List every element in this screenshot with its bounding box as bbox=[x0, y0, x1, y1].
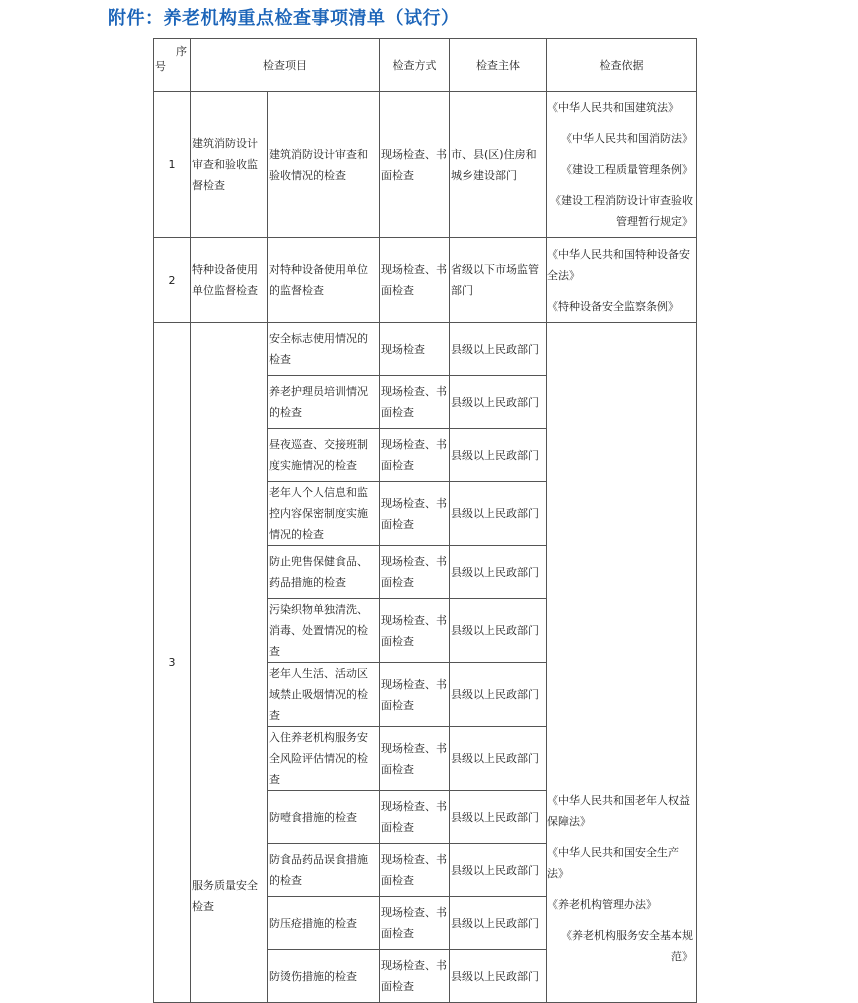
row-subitem: 入住养老机构服务安全风险评估情况的检查 bbox=[268, 727, 380, 791]
row-subitem: 安全标志使用情况的检查 bbox=[268, 323, 380, 376]
row-method: 现场检查 bbox=[380, 323, 450, 376]
basis-item: 《中华人民共和国安全生产法》 bbox=[547, 846, 679, 880]
table-row bbox=[154, 238, 697, 323]
row-subitem: 老年人生活、活动区域禁止吸烟情况的检查 bbox=[268, 663, 380, 727]
row-subject: 县级以上民政部门 bbox=[450, 546, 547, 599]
row-subitem: 建筑消防设计审查和验收情况的检查 bbox=[268, 92, 380, 238]
basis-item: 《中华人民共和国消防法》 bbox=[561, 132, 693, 145]
row-subitem: 养老护理员培训情况的检查 bbox=[268, 376, 380, 429]
table-row bbox=[154, 92, 697, 238]
row-subject: 县级以上民政部门 bbox=[450, 429, 547, 482]
basis-item: 《建设工程质量管理条例》 bbox=[561, 163, 693, 176]
row-method: 现场检查、书面检查 bbox=[380, 950, 450, 1003]
inspection-table bbox=[153, 38, 697, 1003]
row-no: 3 bbox=[154, 323, 191, 1003]
row-subitem: 污染织物单独清洗、消毒、处置情况的检查 bbox=[268, 599, 380, 663]
row-subitem: 昼夜巡查、交接班制度实施情况的检查 bbox=[268, 429, 380, 482]
basis-item: 《养老机构管理办法》 bbox=[547, 898, 657, 911]
row-subitem: 防噎食措施的检查 bbox=[268, 791, 380, 844]
row-basis bbox=[547, 92, 697, 238]
basis-item: 《养老机构服务安全基本规范》 bbox=[561, 929, 693, 963]
header-item: 检查项目 bbox=[191, 39, 380, 92]
row-subject: 市、县(区)住房和城乡建设部门 bbox=[450, 92, 547, 238]
row-subject: 县级以上民政部门 bbox=[450, 323, 547, 376]
header-subject: 检查主体 bbox=[450, 39, 547, 92]
header-no: 序 号 bbox=[154, 39, 191, 92]
row-subject: 县级以上民政部门 bbox=[450, 897, 547, 950]
row-method: 现场检查、书面检查 bbox=[380, 599, 450, 663]
row-subitem: 防烫伤措施的检查 bbox=[268, 950, 380, 1003]
row-basis bbox=[547, 323, 697, 1003]
row-method: 现场检查、书面检查 bbox=[380, 727, 450, 791]
table-row bbox=[154, 323, 697, 376]
row-subject: 县级以上民政部门 bbox=[450, 482, 547, 546]
header-method: 检查方式 bbox=[380, 39, 450, 92]
row-subitem: 防压疮措施的检查 bbox=[268, 897, 380, 950]
row-subject: 县级以上民政部门 bbox=[450, 727, 547, 791]
basis-item: 《建设工程消防设计审查验收管理暂行规定》 bbox=[550, 194, 693, 228]
table-header-row bbox=[154, 39, 697, 92]
row-method: 现场检查、书面检查 bbox=[380, 546, 450, 599]
basis-item: 《中华人民共和国老年人权益保障法》 bbox=[547, 794, 690, 828]
page-title: 附件：养老机构重点检查事项清单（试行） bbox=[108, 8, 460, 29]
row-item: 特种设备使用单位监督检查 bbox=[191, 238, 268, 323]
row-subject: 县级以上民政部门 bbox=[450, 791, 547, 844]
row-subitem: 老年人个人信息和监控内容保密制度实施情况的检查 bbox=[268, 482, 380, 546]
row-method: 现场检查、书面检查 bbox=[380, 482, 450, 546]
row-method: 现场检查、书面检查 bbox=[380, 791, 450, 844]
row-subitem: 对特种设备使用单位的监督检查 bbox=[268, 238, 380, 323]
row-no: 2 bbox=[154, 238, 191, 323]
basis-item: 《中华人民共和国特种设备安全法》 bbox=[547, 247, 690, 282]
row-basis bbox=[547, 238, 697, 323]
row-item: 建筑消防设计审查和验收监督检查 bbox=[191, 92, 268, 238]
row-method: 现场检查、书面检查 bbox=[380, 844, 450, 897]
basis-item: 《中华人民共和国建筑法》 bbox=[547, 101, 679, 114]
row-subject: 县级以上民政部门 bbox=[450, 599, 547, 663]
row-subject: 县级以上民政部门 bbox=[450, 376, 547, 429]
row-subject: 省级以下市场监管部门 bbox=[450, 238, 547, 323]
row-method: 现场检查、书面检查 bbox=[380, 376, 450, 429]
row-subject: 县级以上民政部门 bbox=[450, 844, 547, 897]
row-subject: 县级以上民政部门 bbox=[450, 950, 547, 1003]
row-method: 现场检查、书面检查 bbox=[380, 663, 450, 727]
basis-item: 《特种设备安全监察条例》 bbox=[547, 299, 679, 313]
row-item: 服务质量安全检查 bbox=[191, 323, 268, 1003]
row-method: 现场检查、书面检查 bbox=[380, 238, 450, 323]
row-method: 现场检查、书面检查 bbox=[380, 92, 450, 238]
header-basis: 检查依据 bbox=[547, 39, 697, 92]
row-subitem: 防止兜售保健食品、药品措施的检查 bbox=[268, 546, 380, 599]
row-method: 现场检查、书面检查 bbox=[380, 897, 450, 950]
row-subitem: 防食品药品误食措施的检查 bbox=[268, 844, 380, 897]
row-no: 1 bbox=[154, 92, 191, 238]
row-method: 现场检查、书面检查 bbox=[380, 429, 450, 482]
row-subject: 县级以上民政部门 bbox=[450, 663, 547, 727]
